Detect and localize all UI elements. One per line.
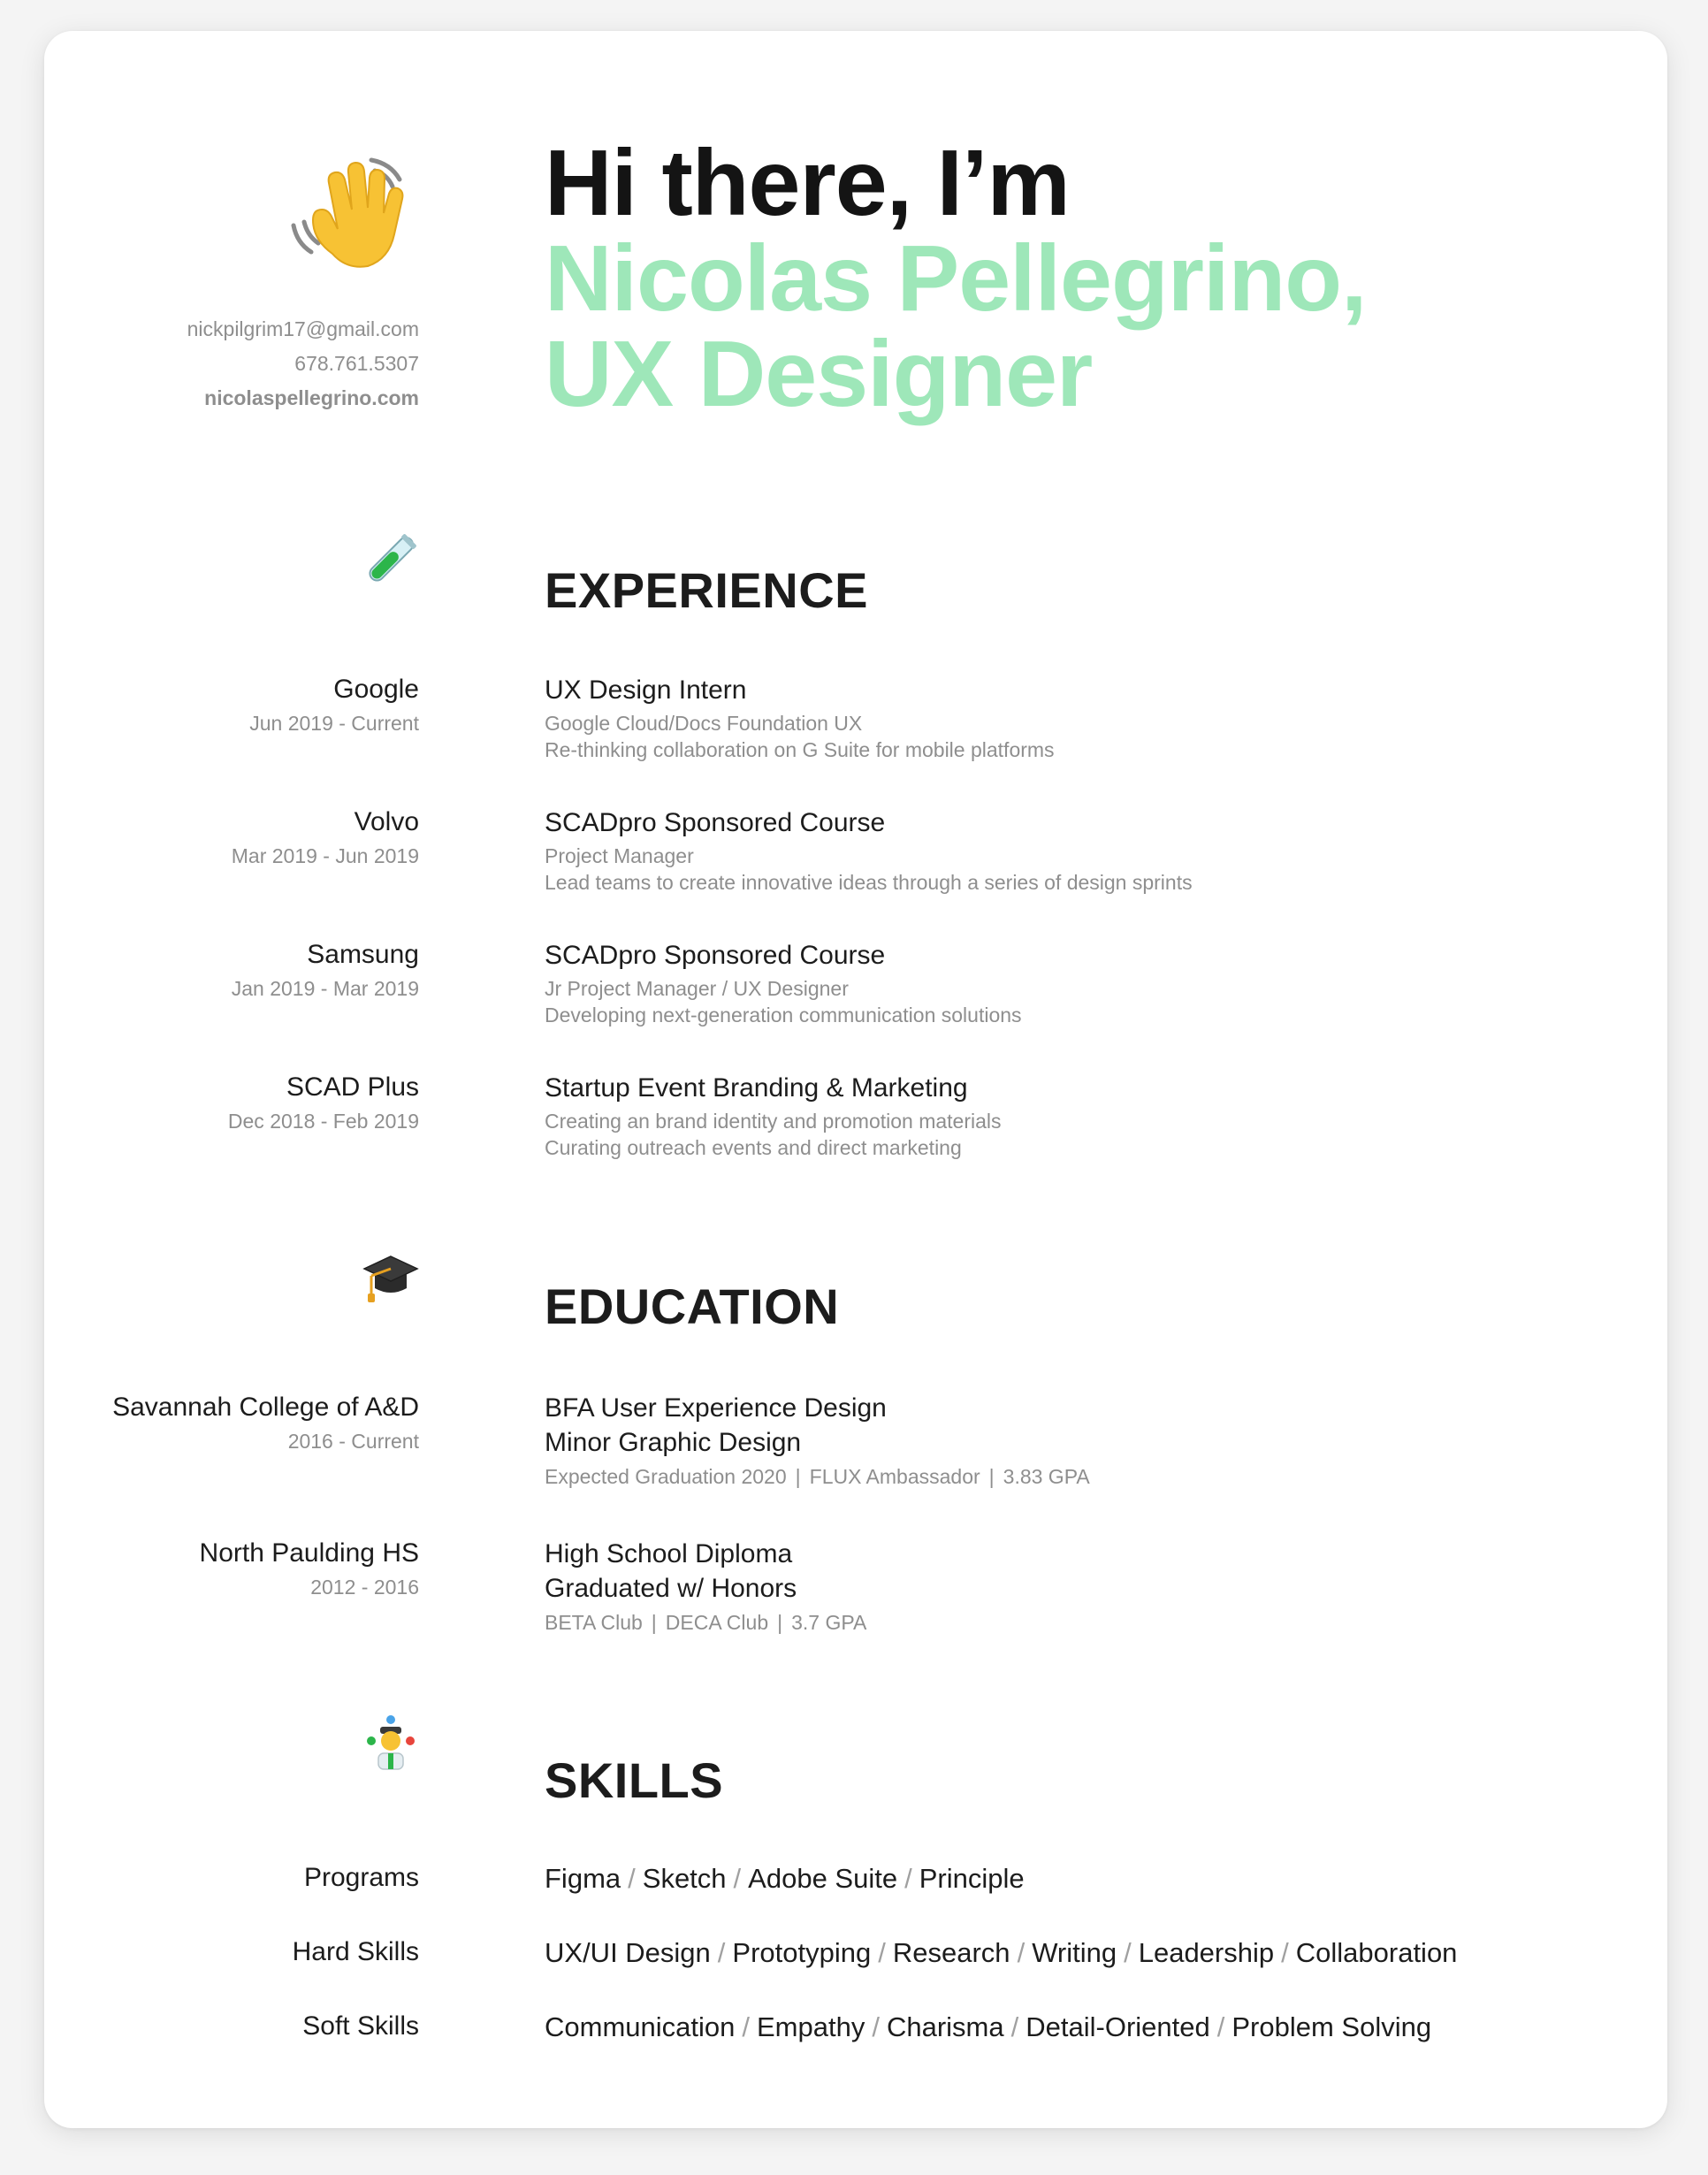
education-heading: EDUCATION [545,1278,840,1334]
education-details: BETA Club | DECA Club | 3.7 GPA [545,1611,867,1634]
resume-page [44,31,1667,2128]
phone-text: 678.761.5307 [294,352,419,375]
experience-detail: Developing next-generation communication solutions [545,1004,1022,1026]
experience-title: Startup Event Branding & Marketing [545,1073,968,1103]
experience-org: Volvo [354,807,419,836]
test-tube-icon [362,531,419,588]
experience-detail: Google Cloud/Docs Foundation UX [545,712,863,735]
website-link[interactable]: nicolaspellegrino.com [204,386,419,409]
education-details: Expected Graduation 2020 | FLUX Ambassador | 3.83 GPA [545,1465,1090,1488]
education-minor: Minor Graphic Design [545,1428,802,1457]
experience-detail: Creating an brand identity and promotion materials [545,1110,1002,1133]
education-honors: Graduated w/ Honors [545,1574,797,1603]
experience-dates: Jan 2019 - Mar 2019 [231,977,419,1000]
skills-label: Programs [303,1863,419,1892]
name-heading: Nicolas Pellegrino, [545,226,1367,331]
skills-label: Soft Skills [302,2011,419,2041]
education-degree: BFA User Experience Design [545,1393,887,1423]
experience-detail: Curating outreach events and direct marketing [545,1136,962,1159]
education-dates: 2012 - 2016 [310,1576,419,1599]
greeting-heading: Hi there, I’m [545,131,1070,235]
email-text: nickpilgrim17@gmail.com [187,317,419,340]
skills-list: Communication / Empathy / Charisma / Detail-Oriented / Problem Solving [545,2011,1432,2042]
education-degree: High School Diploma [545,1539,793,1568]
graduation-cap-icon [362,1248,419,1304]
experience-detail: Project Manager [545,844,694,867]
experience-dates: Mar 2019 - Jun 2019 [231,844,419,867]
education-school: Savannah College of A&D [112,1393,419,1422]
experience-dates: Dec 2018 - Feb 2019 [227,1110,419,1133]
experience-org: Samsung [307,940,419,969]
experience-detail: Lead teams to create innovative ideas through a series of design sprints [545,871,1193,894]
experience-title: SCADpro Sponsored Course [545,808,886,837]
experience-org: SCAD Plus [286,1072,419,1102]
education-dates: 2016 - Current [287,1430,419,1453]
skills-heading: SKILLS [545,1752,724,1808]
experience-dates: Jun 2019 - Current [249,712,419,735]
waving-hand-icon [286,148,419,280]
experience-org: Google [333,675,419,704]
role-heading: UX Designer [545,322,1093,426]
juggler-icon [362,1714,419,1771]
experience-title: SCADpro Sponsored Course [545,941,886,970]
experience-detail: Jr Project Manager / UX Designer [545,977,849,1000]
experience-heading: EXPERIENCE [545,562,868,618]
experience-detail: Re-thinking collaboration on G Suite for mobile platforms [545,738,1055,761]
education-school: North Paulding HS [199,1538,419,1568]
skills-list: Figma / Sketch / Adobe Suite / Principle [545,1863,1025,1894]
skills-label: Hard Skills [292,1937,419,1966]
skills-list: UX/UI Design / Prototyping / Research / Writing / Leadership / Collaboration [545,1937,1458,1968]
experience-title: UX Design Intern [545,675,747,705]
